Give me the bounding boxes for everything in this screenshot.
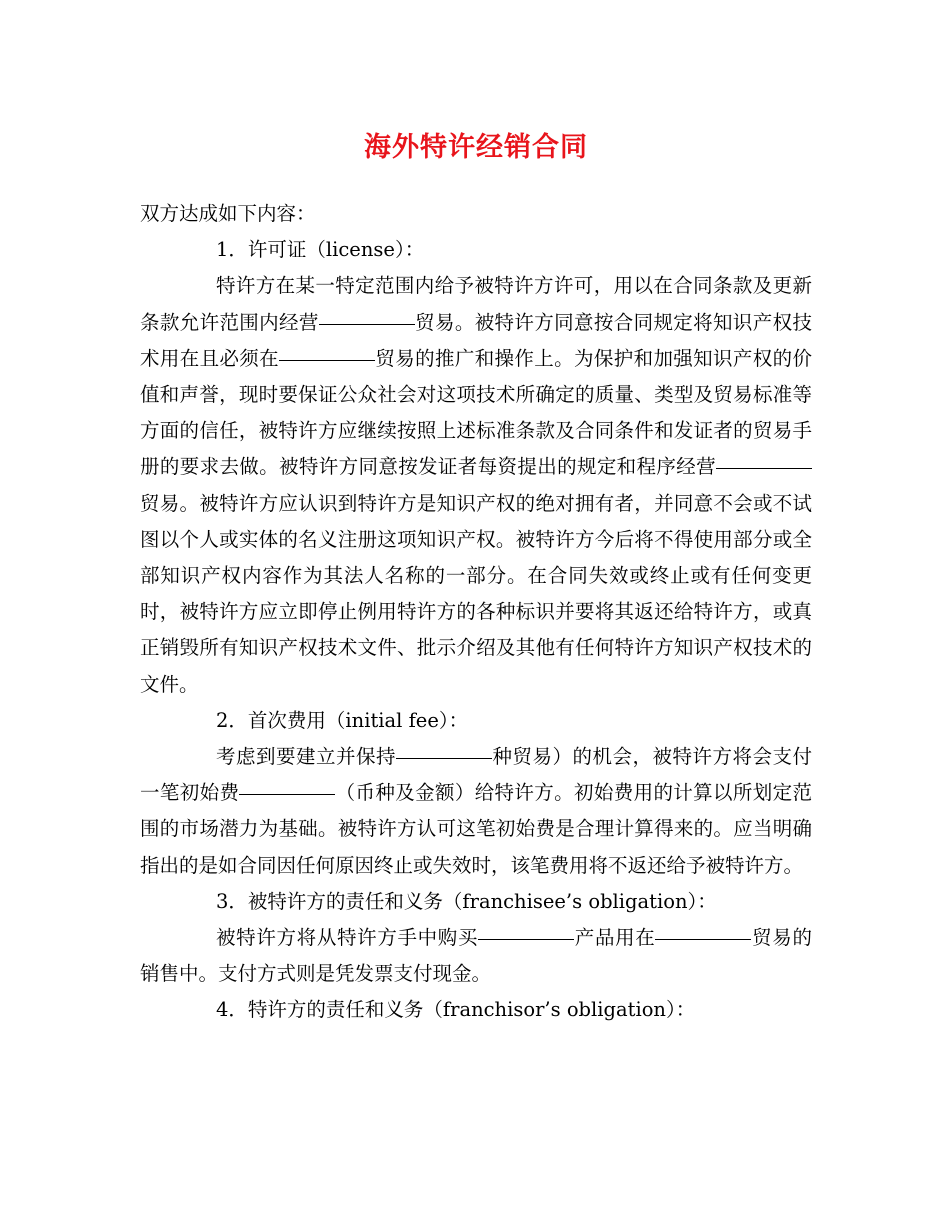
section-3-paragraph [140,920,812,992]
section-3-text-b: 产品用在 [574,926,656,950]
section-2-text-b: 种贸易）的机会，被特许方将会支付一笔初始费 [140,745,812,805]
document-body [140,196,812,1029]
fill-in-blank [716,467,812,469]
section-2-text-a: 考虑到要建立并保持 [216,745,396,769]
fill-in-blank [478,938,574,940]
fill-in-blank [279,359,375,361]
fill-in-blank [319,323,415,325]
section-1-text-a: 特许方在某一特定范围内给予被特许方许可，用以在合同条款及更新条款允许范围内经营 [140,274,812,334]
section-4-heading: 4．特许方的责任和义务（franchisor’s obligation）： [216,998,696,1022]
document-title: 海外特许经销合同 [364,132,588,163]
section-2-heading: 2．首次费用（initial fee）： [216,708,469,732]
section-3-heading: 3．被特许方的责任和义务（franchisee’s obligation）： [216,889,717,913]
fill-in-blank [239,793,335,795]
section-1-paragraph [140,268,812,702]
section-2-paragraph [140,739,812,884]
fill-in-blank [655,938,751,940]
section-1-heading: 1．许可证（license）： [216,238,425,262]
section-3-text-a: 被特许方将从特许方手中购买 [216,926,479,950]
section-1-text-d: 贸易。被特许方应认识到特许方是知识产权的绝对拥有者，并同意不会或不试图以个人或实体的名义注册这项知识产权。被特许方今后将不得使用部分或全部知识产权内容作为其法人名称的一部分。在合同失效或终止或有任何变更时，被特许方应立即停止例用特许方的各种标识并要将其返还给特许方，或真正销毁所有知识产权技术文件、批示介绍及其他有任何特许方知识产权技术的文件。 [140,491,812,696]
intro-line: 双方达成如下内容： [140,202,316,225]
document-page [140,0,812,1029]
section-1-text-b: 贸易。被特许方同意按合同规定将知识产权技术用在且必须在 [140,310,812,370]
section-1-text-c: 贸易的推广和操作上。为保护和加强知识产权的价值和声誉，现时要保证公众社会对这项技术所确定的质量、类型及贸易标准等方面的信任，被特许方应继续按照上述标准条款及合同条件和发证者的贸易手册的要求去做。被特许方同意按发证者每资提出的规定和程序经营 [140,346,812,479]
section-2-text-c: （币种及金额）给特许方。初始费用的计算以所划定范围的市场潜力为基础。被特许方认可这笔初始费是合理计算得来的。应当明确指出的是如合同因任何原因终止或失效时，该笔费用将不返还给予被特许方。 [140,781,812,877]
fill-in-blank [396,757,492,759]
section-3-text-c: 贸易的销售中。支付方式则是凭发票支付现金。 [140,926,812,986]
